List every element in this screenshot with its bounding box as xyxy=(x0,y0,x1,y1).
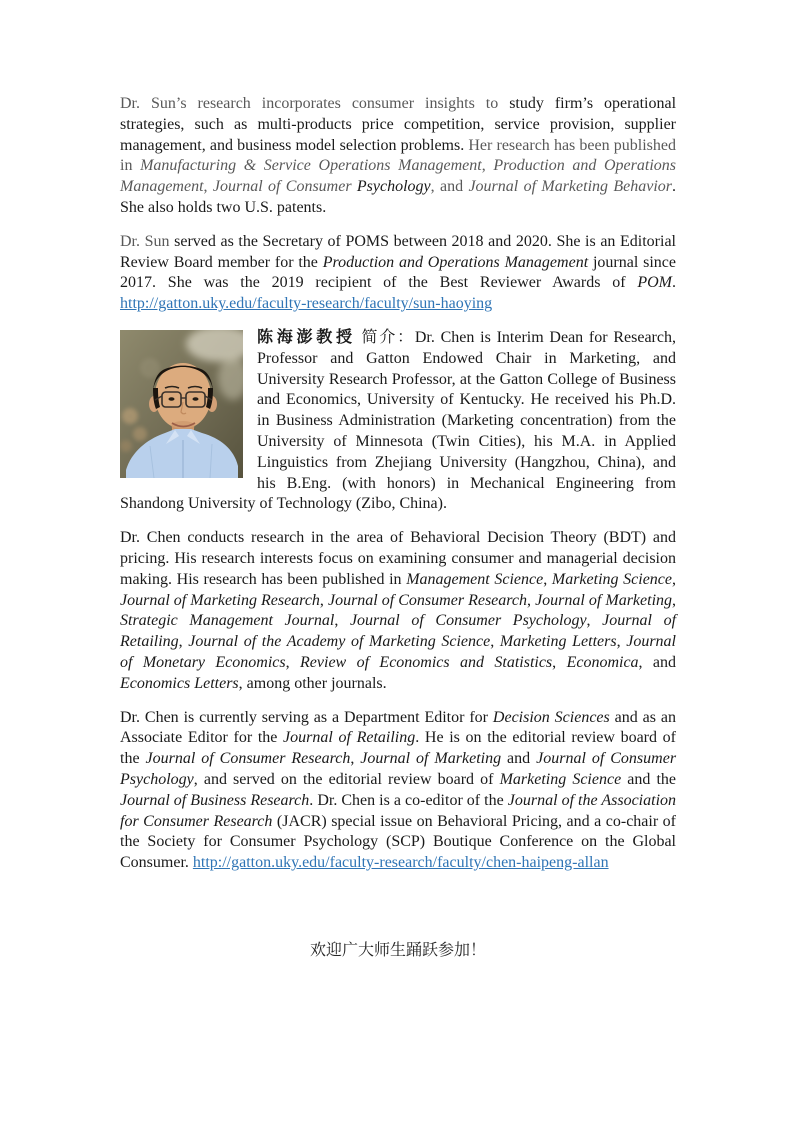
text-segment: Journal of Consumer Research xyxy=(145,750,351,768)
text-segment: Dr. Chen is Interim Dean for Research, Professor and Gatton Endowed Chair in Marketing, and University Research Professor, at the Gatton College of Business and Economics, University of Kentucky. He received his Ph.D. in Business Administration (Marketing concentration) from the University of Minnesota (Twin Cities), his M.A. in Applied Linguistics from Zhejiang University (Hangzhou, China), and his B.Eng. (with honors) in Mechanical Engineering from Shandong University of Technology (Zibo, China). xyxy=(120,328,676,513)
text-segment: POM xyxy=(637,274,672,292)
text-segment: Journal of Monetary Economics xyxy=(120,633,676,671)
closing-line: 欢迎广大师生踊跃参加！ xyxy=(309,941,486,959)
text-segment: study firm’s operational strategies, such as multi-products price competition, service provision, supplier management, and business model selection problems. xyxy=(120,95,677,154)
text-segment: Dr. Chen conducts research in the area of Behavioral Decision Theory (BDT) and pricing. His research interests focus on examining consumer and managerial decision making. His research has been published in xyxy=(120,529,676,588)
chen-portrait-photo xyxy=(120,330,243,478)
text-segment: . He is on the editorial review board of the xyxy=(120,729,677,768)
text-segment: 陈海澎教授 xyxy=(257,328,356,346)
text-segment: , xyxy=(490,633,500,651)
text-segment: , xyxy=(586,612,603,630)
text-segment: and the xyxy=(621,770,676,788)
text-segment: Journal of Retailing xyxy=(283,729,416,747)
text-segment: , among other journals. xyxy=(238,674,387,692)
text-segment: Journal of Marketing xyxy=(360,750,502,768)
text-segment: , xyxy=(616,633,627,651)
text-segment: , xyxy=(350,750,361,768)
text-segment: Marketing Science xyxy=(551,570,672,588)
text-segment: , xyxy=(672,570,676,588)
hyperlink[interactable]: http://gatton.uky.edu/faculty-research/faculty/sun-haoying xyxy=(120,295,493,313)
text-segment: and as an Associate Editor for the xyxy=(120,708,676,747)
text-segment: Manufacturing & Service Operations Management xyxy=(140,157,482,175)
text-segment: , xyxy=(178,633,189,651)
text-segment: Journal of Consumer Research xyxy=(327,591,528,609)
text-segment: 简介： xyxy=(355,328,415,346)
text-segment: and xyxy=(501,750,537,768)
text-segment: . Dr. Chen is a co-editor of the xyxy=(309,791,508,809)
text-segment: Review of Economics and Statistics xyxy=(300,653,553,671)
text-segment: Management Science xyxy=(406,570,544,588)
text-segment: . xyxy=(672,274,676,292)
text-segment: Journal of Marketing Research xyxy=(120,591,320,609)
text-segment: , xyxy=(203,178,213,196)
text-segment: Marketing Letters xyxy=(499,633,617,651)
text-segment: , xyxy=(672,591,677,609)
text-segment: , xyxy=(285,653,301,671)
text-segment: Dr. Sun xyxy=(120,232,175,250)
text-segment: , xyxy=(527,591,536,609)
text-segment: journal since 2017. She was the 2019 recipient of the Best Reviewer Awards of xyxy=(120,253,676,292)
paragraph-sun-service xyxy=(120,232,676,315)
hyperlink[interactable]: http://gatton.uky.edu/faculty-research/faculty/chen-haipeng-allan xyxy=(192,854,609,872)
text-segment: Psychology xyxy=(356,178,431,196)
text-segment: , xyxy=(334,612,350,630)
text-segment: Journal of the Association for Consumer Research xyxy=(120,791,677,830)
text-segment: Her research has been published in xyxy=(120,136,676,175)
text-segment: Marketing Science xyxy=(499,770,622,788)
paragraph-sun-research xyxy=(120,94,676,219)
text-segment: , and xyxy=(638,653,677,671)
text-segment: Journal of Consumer Psychology xyxy=(349,612,587,630)
text-segment: . She also holds two U.S. patents. xyxy=(120,178,676,216)
paragraph-chen-editorial xyxy=(120,708,676,874)
text-segment: , xyxy=(319,591,328,609)
text-segment: Journal of Consumer xyxy=(212,178,357,196)
text-segment: Journal of Marketing xyxy=(535,591,673,609)
text-segment: , xyxy=(552,653,567,671)
text-segment: Dr. Sun’s research incorporates consumer insights to xyxy=(120,95,510,112)
text-segment: Journal of Consumer Psychology xyxy=(120,750,677,788)
text-segment: Decision Sciences xyxy=(492,708,610,726)
text-segment: Journal of Retailing xyxy=(120,612,677,651)
text-segment: Dr. Chen is currently serving as a Department Editor for xyxy=(120,708,493,726)
text-segment: Economics Letters xyxy=(120,674,239,692)
text-segment: , xyxy=(481,157,494,175)
text-segment: Economica xyxy=(566,653,639,671)
text-segment: , xyxy=(543,570,552,588)
text-segment: , and xyxy=(430,178,469,196)
text-segment: Journal of the Academy of Marketing Science xyxy=(188,633,491,651)
text-segment: Production and Operations Management xyxy=(322,253,589,271)
text-segment: Journal of Marketing Behavior xyxy=(468,178,672,196)
text-segment: served as the Secretary of POMS between 2018 and 2020. She is an Editorial Review Board member for the xyxy=(120,232,677,271)
text-segment: Journal of Business Research xyxy=(120,791,310,809)
text-segment: , and served on the editorial review board of xyxy=(193,770,500,788)
paragraph-chen-intro xyxy=(120,328,676,515)
text-segment: Production and Operations Management xyxy=(120,157,676,196)
text-segment: Strategic Management Journal xyxy=(120,612,335,630)
text-segment: (JACR) special issue on Behavioral Pricing, and a co-chair of the Society for Consumer Psychology (SCP) Boutique Conference on the Global Consumer. xyxy=(120,812,676,872)
paragraph-chen-research xyxy=(120,528,676,694)
